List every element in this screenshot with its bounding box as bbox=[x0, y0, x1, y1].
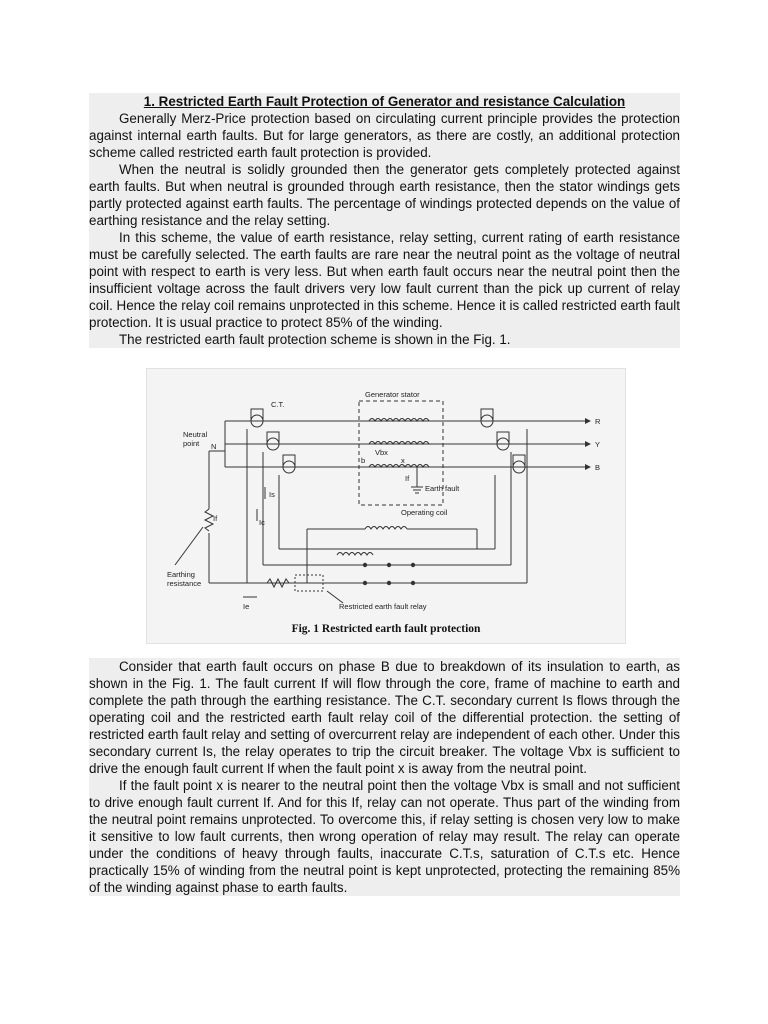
label-generator-stator: Generator stator bbox=[365, 390, 420, 399]
operating-coil bbox=[365, 527, 407, 530]
label-earth-fault: Earth fault bbox=[425, 484, 460, 493]
phase-arrows bbox=[585, 418, 591, 470]
label-relay: Restricted earth fault relay bbox=[339, 602, 427, 611]
bottom-text-block bbox=[89, 658, 680, 896]
label-earthing-resistance: resistance bbox=[167, 579, 202, 588]
lower-coil bbox=[337, 553, 373, 556]
label-n: N bbox=[211, 442, 217, 451]
paragraph: Consider that earth fault occurs on phase B due to breakdown of its insulation to earth, as shown in the Fig. 1. The fault current If will flow through the core, frame of machine to earth and complete the path through the earthing resistance. The C.T. secondary current Is flows through the operating coil and the restricted earth fault relay coil of the differential protection. the setting of restricted earth fault relay and setting of overcurrent relay are independent of each other. Under this secondary current Is, the relay operates to trip the circuit breaker. The voltage Vbx is sufficient to drive the enough fault current If when the fault point x is away from the neutral point. bbox=[89, 659, 680, 776]
label-if: If bbox=[405, 474, 410, 483]
label-x: x bbox=[401, 456, 405, 465]
paragraph: If the fault point x is nearer to the neutral point then the voltage Vbx is small and not sufficient to drive enough fault current If. And for this If, relay can not operate. Thus part of the winding from the neutral point remains unprotected. To overcome this, if relay setting is chosen very low to make it sensitive to low fault currents, then wrong operation of relay may result. The relay can operate under the conditions of heavy through faults, inaccurate C.T.s, saturation of C.T.s etc. Hence practically 15% of winding from the neutral point is kept unprotected, protecting the remaining 85% of the winding against phase to earth faults. bbox=[89, 778, 680, 895]
document-title: 1. Restricted Earth Fault Protection of Generator and resistance Calculation bbox=[143, 94, 626, 109]
paragraph: In this scheme, the value of earth resistance, relay setting, current rating of earth resistance must be carefully selected. The earth faults are rare near the neutral point as the voltage of neutral point with respect to earth is very less. But when earth fault occurs near the neutral point then the insufficient voltage across the fault drivers very low fault current than the pick up current of relay coil. Hence the relay coil remains unprotected in this scheme. Hence it is called restricted earth fault protection. It is usual practice to protect 85% of the winding. bbox=[89, 230, 680, 330]
top-text-block bbox=[89, 93, 680, 348]
label-ie: Ie bbox=[243, 602, 250, 611]
circuit-diagram bbox=[147, 369, 625, 643]
label-ic: Ic bbox=[259, 518, 265, 527]
label-y: Y bbox=[595, 440, 601, 449]
junction-dots bbox=[363, 563, 415, 585]
label-earthing-resistance: Earthing bbox=[167, 570, 195, 579]
label-operating-coil: Operating coil bbox=[401, 508, 448, 517]
label-is: Is bbox=[269, 490, 275, 499]
paragraph: When the neutral is solidly grounded then the generator gets completely protected against earth faults. But when neutral is grounded through earth resistance, then the stator windings gets partly protected against earth faults. The percentage of windings protected depends on the value of earthing resistance and the relay setting. bbox=[89, 162, 680, 228]
label-vbx: Vbx bbox=[375, 448, 388, 457]
paragraph: Generally Merz-Price protection based on circulating current principle provides the protection against internal earth faults. But for large generators, as there are costly, an additional protection scheme called restricted earth fault protection is provided. bbox=[89, 111, 680, 160]
pointer-line bbox=[175, 527, 203, 565]
label-neutral-point: point bbox=[183, 439, 200, 448]
figure-restricted-earth-fault bbox=[146, 368, 626, 644]
earthing-resistor bbox=[205, 509, 213, 531]
label-b: b bbox=[361, 456, 366, 465]
label-b-phase: B bbox=[595, 463, 601, 472]
figure-caption: Fig. 1 Restricted earth fault protection bbox=[291, 623, 481, 635]
label-ct: C.T. bbox=[271, 400, 285, 409]
label-neutral-point: Neutral bbox=[183, 430, 208, 439]
label-if-resistor: If bbox=[213, 514, 218, 523]
paragraph: The restricted earth fault protection scheme is shown in the Fig. 1. bbox=[119, 332, 511, 347]
label-r: R bbox=[595, 417, 601, 426]
